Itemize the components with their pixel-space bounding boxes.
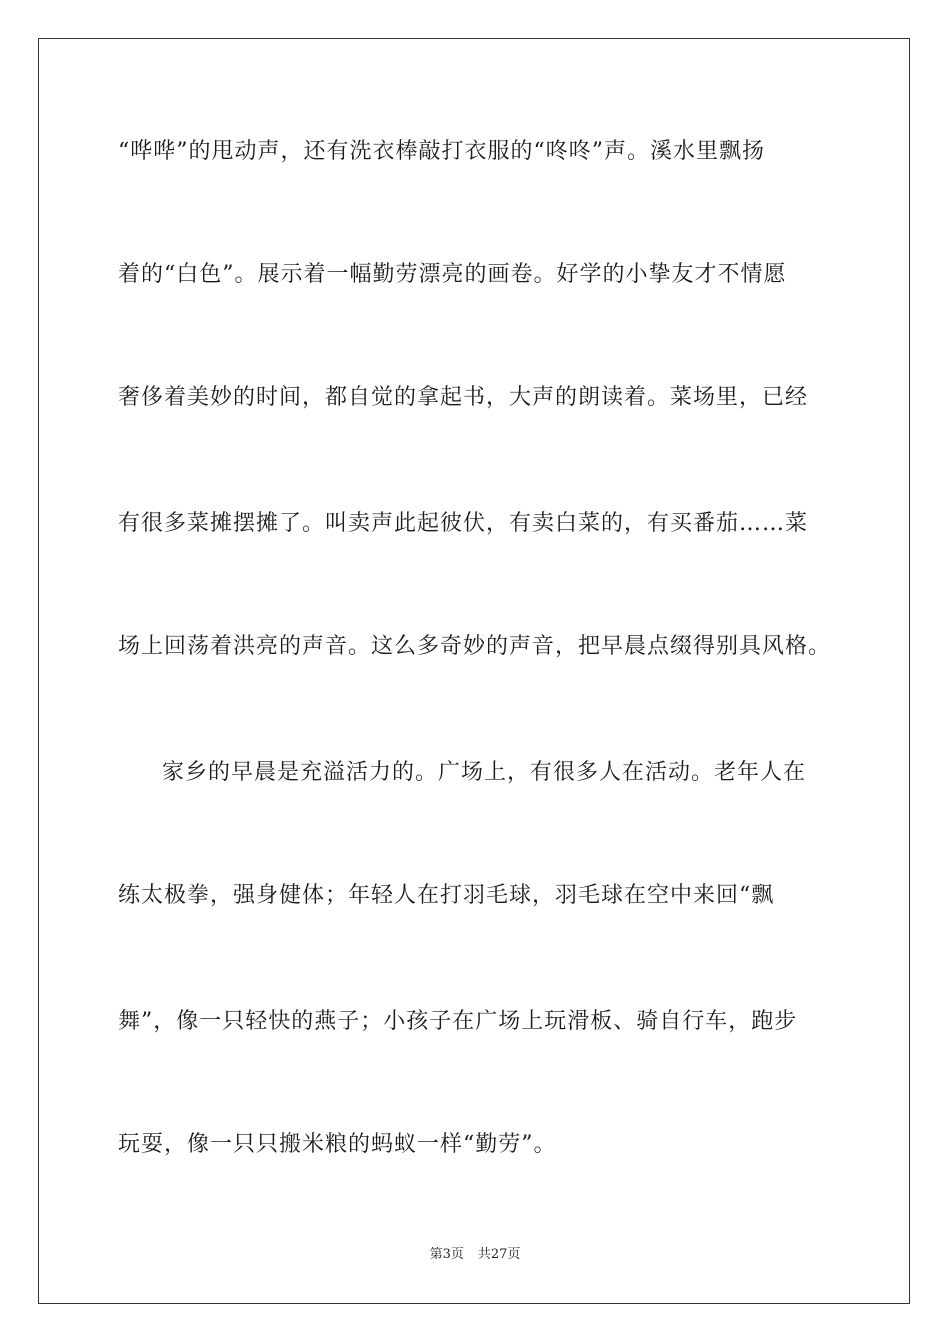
paragraph-line: “哗哗”的甩动声，还有洗衣棒敲打衣服的“咚咚”声。溪水里飘扬: [118, 139, 765, 164]
paragraph-line: 着的“白色”。展示着一幅勤劳漂亮的画卷。好学的小挚友才不情愿: [118, 262, 787, 287]
page-border: [38, 38, 910, 1304]
paragraph-line: 有很多菜摊摆摊了。叫卖声此起彼伏，有卖白菜的，有买番茄……菜: [118, 511, 809, 536]
paragraph-line: 玩耍，像一只只搬米粮的蚂蚁一样“勤劳”。: [118, 1132, 557, 1157]
page-footer: [0, 1246, 950, 1264]
paragraph-line: 场上回荡着洪亮的声音。这么多奇妙的声音，把早晨点缀得别具风格。: [118, 634, 832, 659]
paragraph-line: 舞”，像一只轻快的燕子；小孩子在广场上玩滑板、骑自行车，跑步: [118, 1009, 798, 1034]
current-page-number: 第3页: [429, 1247, 464, 1262]
paragraph-line: 奢侈着美妙的时间，都自觉的拿起书，大声的朗读着。菜场里，已经: [118, 385, 809, 410]
paragraph-first-line: 家乡的早晨是充溢活力的。广场上，有很多人在活动。老年人在: [162, 760, 807, 785]
paragraph-line: 练太极拳，强身健体；年轻人在打羽毛球，羽毛球在空中来回“飘: [118, 883, 775, 908]
total-page-count: 共27页: [477, 1247, 521, 1262]
